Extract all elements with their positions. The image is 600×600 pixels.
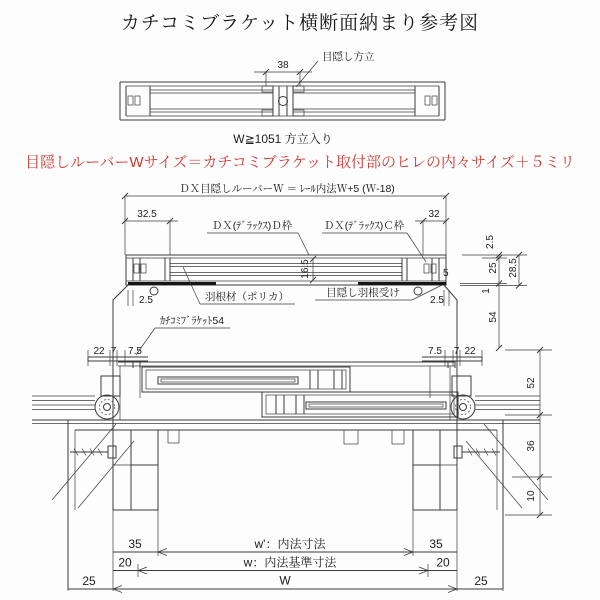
screw-left <box>70 446 116 458</box>
top-louver-body <box>120 82 445 120</box>
blade-receiver-left <box>128 282 216 285</box>
roller-right <box>451 395 475 419</box>
frame-c-label: ＤＸ(ﾃﾞﾗｯｸｽ)Ｃ枠 <box>323 220 405 232</box>
right-lower-dim-chain <box>505 347 552 518</box>
dim-2-5-chain: 2.5 <box>485 235 496 249</box>
hatch-block-left <box>131 465 158 510</box>
dim-20-left: 20 <box>118 555 132 570</box>
roller-left <box>95 395 119 419</box>
dim-32-5: 32.5 <box>137 209 157 220</box>
flashing-right <box>444 285 457 348</box>
dim-25: 25 <box>488 262 499 274</box>
insulation-block-left <box>101 376 120 396</box>
sash-inner <box>262 392 458 417</box>
right-dim-chain <box>460 235 527 351</box>
blade-receiver-right <box>358 282 446 285</box>
main-section-drawing <box>0 178 600 600</box>
blade-receiver-label: 目隠し羽根受け <box>326 287 400 299</box>
insulation-block-right <box>452 376 471 396</box>
dim-7-5-left: 7.5 <box>128 346 142 357</box>
dim-25-right: 25 <box>474 574 488 588</box>
dim-7-left: 7 <box>110 346 117 357</box>
dim-1: 1 <box>481 288 492 294</box>
dim-52: 52 <box>526 377 537 389</box>
dim-54: 54 <box>488 311 499 323</box>
dim-overall-text: ＤＸ目隠しルーバーＷ ＝ ﾚｰﾙ内法Ｗ+5 (Ｗ-18) <box>179 183 395 195</box>
dim-20-right: 20 <box>436 555 450 570</box>
dim-25-left: 25 <box>82 574 96 588</box>
top-caption: W≧1051 方立入り <box>233 132 333 146</box>
dim-7-5-right: 7.5 <box>428 346 442 357</box>
dim-5: 5 <box>443 268 449 279</box>
dim-16-5: 16.5 <box>300 259 311 279</box>
dim-2-5-right: 2.5 <box>430 295 444 306</box>
mullion-leader-line <box>296 61 318 87</box>
dim-35-left: 35 <box>128 537 142 551</box>
blade-material-label: 羽根材（ポリカ） <box>205 291 289 303</box>
top-section-drawing <box>0 46 600 150</box>
flashing-left <box>113 285 128 348</box>
dim-22-left: 22 <box>93 346 105 357</box>
w-prime-label: w'：内法寸法 <box>254 537 326 551</box>
dim-32: 32 <box>428 209 440 220</box>
drawing-title: カチコミブラケット横断面納まり参考図 <box>120 13 480 34</box>
dim-32-5-group <box>122 209 178 255</box>
window-section <box>32 348 548 589</box>
red-notice-text: 目隠しルーバーWサイズ＝カチコミブラケット取付部のヒレの内々サイズ＋５ミリ <box>25 154 575 171</box>
dim-2-5-left: 2.5 <box>139 295 153 306</box>
dim-35-right: 35 <box>429 537 443 551</box>
dim-32-group <box>415 209 449 255</box>
hatch-block-right <box>413 465 440 510</box>
dim-10: 10 <box>526 490 537 502</box>
bottom-dims <box>68 510 503 593</box>
bracket-group <box>88 315 482 368</box>
overall-w-label: W <box>279 573 291 588</box>
w-base-label: w：内法基準寸法 <box>243 555 337 570</box>
mullion-label: 目隠し方立 <box>322 51 375 63</box>
dim-louver-overall <box>122 182 449 255</box>
sash-outer <box>142 367 350 392</box>
dim-7-right: 7 <box>453 346 460 357</box>
screw-right <box>454 446 500 458</box>
dim-38: 38 <box>277 60 289 71</box>
dim-22-right: 22 <box>464 346 476 357</box>
frame-labels <box>207 219 426 262</box>
dim-28-5: 28.5 <box>508 258 519 278</box>
bracket-label: ｶﾁｺﾐﾌﾞﾗｹｯﾄ54 <box>159 315 225 327</box>
top-mullion <box>262 86 304 116</box>
frame-d-label: ＤＸ(ﾃﾞﾗｯｸｽ)Ｄ枠 <box>211 220 293 232</box>
dim-36: 36 <box>526 440 537 452</box>
